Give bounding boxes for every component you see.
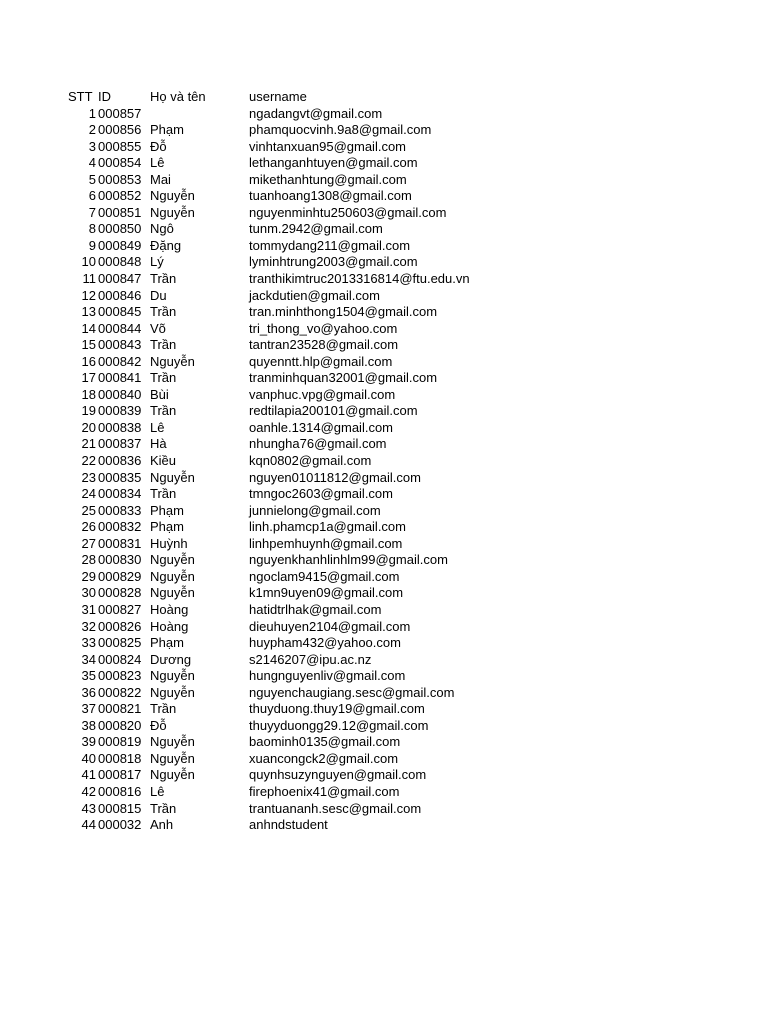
row-id: 000847 [98,271,142,287]
row-id: 000823 [98,668,142,684]
table-row [0,403,768,420]
row-stt: 20 [81,419,96,435]
row-name: Trần [150,800,177,816]
row-username: tri_thong_vo@yahoo.com [249,320,398,336]
row-name: Dương [150,651,192,667]
table-row [0,701,768,718]
row-stt: 35 [81,668,96,684]
row-name: Phạm [150,635,184,651]
row-username: dieuhuyen2104@gmail.com [249,618,411,634]
row-id: 000855 [98,138,142,154]
row-name: Nguyễn [150,668,195,684]
row-stt: 11 [82,271,96,287]
row-name: Hoàng [150,601,189,617]
row-name: Nguyễn [150,684,195,700]
row-id: 000826 [98,618,142,634]
row-id: 000851 [98,204,142,220]
row-stt: 44 [81,817,96,833]
row-id: 000854 [98,155,142,171]
row-username: k1mn9uyen09@gmail.com [249,585,404,601]
table-row [0,254,768,271]
table-row [0,238,768,255]
row-stt: 2 [88,122,96,138]
row-stt: 1 [88,105,96,121]
table-row [0,784,768,801]
row-stt: 9 [88,237,96,253]
table-row [0,602,768,619]
table-row [0,106,768,123]
row-name: Ngô [150,221,174,237]
row-id: 000839 [98,403,142,419]
row-id: 000846 [98,287,142,303]
table-row [0,585,768,602]
row-stt: 36 [81,684,96,700]
table-row [0,188,768,205]
row-stt: 7 [88,204,96,220]
row-stt: 10 [81,254,96,270]
row-username: mikethanhtung@gmail.com [249,171,407,187]
row-stt: 3 [88,138,96,154]
row-id: 000831 [98,535,142,551]
row-username: huypham432@yahoo.com [249,635,401,651]
table-row [0,354,768,371]
table-row [0,271,768,288]
row-name: Nguyễn [150,353,195,369]
row-name: Nguyễn [150,734,195,750]
row-name: Phạm [150,502,184,518]
row-stt: 18 [81,386,96,402]
table-row [0,288,768,305]
row-username: vanphuc.vpg@gmail.com [249,386,396,402]
row-username: nguyenchaugiang.sesc@gmail.com [249,684,455,700]
row-name: Nguyễn [150,767,195,783]
row-stt: 43 [81,800,96,816]
row-stt: 39 [81,734,96,750]
row-id: 000856 [98,122,142,138]
table-header [0,89,768,106]
row-username: redtilapia200101@gmail.com [249,403,418,419]
row-stt: 32 [81,618,96,634]
table-row [0,436,768,453]
row-id: 000822 [98,684,142,700]
row-username: tmngoc2603@gmail.com [249,486,393,502]
row-username: trantuananh.sesc@gmail.com [249,800,422,816]
row-stt: 4 [88,155,96,171]
row-username: linhpemhuynh@gmail.com [249,535,403,551]
row-name: Trần [150,370,177,386]
table-row [0,817,768,834]
row-stt: 16 [81,353,96,369]
row-id: 000838 [98,419,142,435]
row-name: Kiều [150,453,177,469]
row-name: Lê [150,419,165,435]
row-id: 000857 [98,105,142,121]
row-stt: 22 [81,453,96,469]
row-stt: 27 [81,535,96,551]
row-username: junnielong@gmail.com [249,502,381,518]
row-id: 000842 [98,353,142,369]
row-id: 000825 [98,635,142,651]
row-stt: 28 [81,552,96,568]
table-row [0,420,768,437]
table-row [0,652,768,669]
header-stt: STT [68,89,93,104]
table-row [0,470,768,487]
row-name: Đỗ [150,717,167,733]
row-username: tranminhquan32001@gmail.com [249,370,438,386]
row-name: Lý [150,254,164,270]
user-table [0,89,768,834]
row-stt: 6 [88,188,96,204]
row-name: Đặng [150,237,182,253]
row-username: phamquocvinh.9a8@gmail.com [249,122,432,138]
row-id: 000841 [98,370,142,386]
row-username: thuyyduongg29.12@gmail.com [249,717,429,733]
row-id: 000833 [98,502,142,518]
header-name: Họ và tên [150,89,206,104]
row-username: tunm.2942@gmail.com [249,221,383,237]
row-id: 000830 [98,552,142,568]
table-row [0,635,768,652]
row-username: oanhle.1314@gmail.com [249,419,394,435]
row-stt: 23 [81,469,96,485]
row-username: ngoclam9415@gmail.com [249,568,400,584]
row-username: s2146207@ipu.ac.nz [249,651,372,667]
row-username: nguyenkhanhlinhlm99@gmail.com [249,552,448,568]
row-name: Nguyễn [150,552,195,568]
row-username: quyenntt.hlp@gmail.com [249,353,393,369]
row-name: Nguyễn [150,750,195,766]
row-username: jackdutien@gmail.com [249,287,380,303]
table-row [0,734,768,751]
table-row [0,221,768,238]
row-username: kqn0802@gmail.com [249,453,372,469]
row-stt: 25 [81,502,96,518]
row-username: tantran23528@gmail.com [249,337,399,353]
row-name: Đỗ [150,138,167,154]
row-id: 000844 [98,320,142,336]
row-id: 000815 [98,800,142,816]
table-row [0,552,768,569]
row-username: thuyduong.thuy19@gmail.com [249,701,425,717]
table-row [0,172,768,189]
row-name: Anh [150,817,174,833]
row-username: hungnguyenliv@gmail.com [249,668,406,684]
row-username: anhndstudent [249,817,328,833]
row-name: Du [150,287,167,303]
row-username: ngadangvt@gmail.com [249,105,383,121]
row-username: quynhsuzynguyen@gmail.com [249,767,427,783]
row-stt: 42 [81,783,96,799]
row-stt: 21 [81,436,96,452]
table-row [0,321,768,338]
row-name: Nguyễn [150,568,195,584]
row-name: Hà [150,436,167,452]
row-id: 000827 [98,601,142,617]
row-stt: 38 [81,717,96,733]
row-username: nguyen01011812@gmail.com [249,469,421,485]
table-row [0,668,768,685]
row-id: 000845 [98,304,142,320]
row-name: Lê [150,155,165,171]
row-name: Nguyễn [150,469,195,485]
table-row [0,486,768,503]
row-username: hatidtrlhak@gmail.com [249,601,382,617]
header-id: ID [98,89,111,104]
row-username: linh.phamcp1a@gmail.com [249,519,406,535]
row-id: 000829 [98,568,142,584]
row-stt: 14 [81,320,96,336]
row-stt: 13 [81,304,96,320]
row-stt: 31 [81,601,96,617]
row-username: vinhtanxuan95@gmail.com [249,138,407,154]
row-stt: 24 [81,486,96,502]
table-row [0,337,768,354]
row-username: xuancongck2@gmail.com [249,750,399,766]
row-username: nhungha76@gmail.com [249,436,387,452]
table-row [0,536,768,553]
table-row [0,619,768,636]
row-id: 000836 [98,453,142,469]
row-stt: 30 [81,585,96,601]
table-row [0,685,768,702]
table-row [0,387,768,404]
row-stt: 34 [81,651,96,667]
row-name: Trần [150,486,177,502]
row-id: 000843 [98,337,142,353]
row-stt: 19 [81,403,96,419]
row-username: tuanhoang1308@gmail.com [249,188,412,204]
row-id: 000852 [98,188,142,204]
row-stt: 41 [81,767,96,783]
table-row [0,801,768,818]
row-username: baominh0135@gmail.com [249,734,401,750]
row-name: Trần [150,271,177,287]
row-stt: 5 [88,171,96,187]
row-username: lyminhtrung2003@gmail.com [249,254,418,270]
row-name: Trần [150,403,177,419]
row-id: 000849 [98,237,142,253]
row-name: Huỳnh [150,535,188,551]
table-row [0,155,768,172]
row-username: tommydang211@gmail.com [249,237,411,253]
table-row [0,718,768,735]
row-id: 000850 [98,221,142,237]
row-id: 000819 [98,734,142,750]
row-id: 000817 [98,767,142,783]
row-stt: 26 [81,519,96,535]
table-row [0,569,768,586]
table-row [0,519,768,536]
row-id: 000816 [98,783,142,799]
row-id: 000032 [98,817,142,833]
row-id: 000848 [98,254,142,270]
row-id: 000824 [98,651,142,667]
row-name: Trần [150,304,177,320]
row-stt: 29 [81,568,96,584]
row-id: 000834 [98,486,142,502]
row-stt: 37 [81,701,96,717]
row-username: firephoenix41@gmail.com [249,783,400,799]
row-username: tran.minhthong1504@gmail.com [249,304,438,320]
table-row [0,370,768,387]
row-name: Trần [150,337,177,353]
table-row [0,304,768,321]
table-body [0,106,768,834]
table-row [0,453,768,470]
row-name: Phạm [150,519,184,535]
row-name: Bùi [150,386,169,402]
row-stt: 8 [88,221,96,237]
row-name: Hoàng [150,618,189,634]
row-id: 000828 [98,585,142,601]
row-id: 000853 [98,171,142,187]
row-stt: 33 [81,635,96,651]
row-id: 000821 [98,701,142,717]
row-name: Nguyễn [150,204,195,220]
table-row [0,122,768,139]
row-name: Võ [150,320,166,336]
row-id: 000837 [98,436,142,452]
row-name: Trần [150,701,177,717]
table-row [0,139,768,156]
table-row [0,767,768,784]
table-row [0,205,768,222]
row-id: 000832 [98,519,142,535]
row-name: Nguyễn [150,585,195,601]
row-stt: 40 [81,750,96,766]
row-name: Nguyễn [150,188,195,204]
row-id: 000835 [98,469,142,485]
row-stt: 15 [81,337,96,353]
row-id: 000820 [98,717,142,733]
row-username: tranthikimtruc2013316814@ftu.edu.vn [249,271,470,287]
table-row [0,751,768,768]
header-username: username [249,89,307,104]
row-id: 000818 [98,750,142,766]
row-name: Phạm [150,122,184,138]
row-stt: 17 [81,370,96,386]
row-name: Mai [150,171,171,187]
table-row [0,503,768,520]
row-name: Lê [150,783,165,799]
row-stt: 12 [81,287,96,303]
row-id: 000840 [98,386,142,402]
row-username: nguyenminhtu250603@gmail.com [249,204,447,220]
row-username: lethanganhtuyen@gmail.com [249,155,418,171]
